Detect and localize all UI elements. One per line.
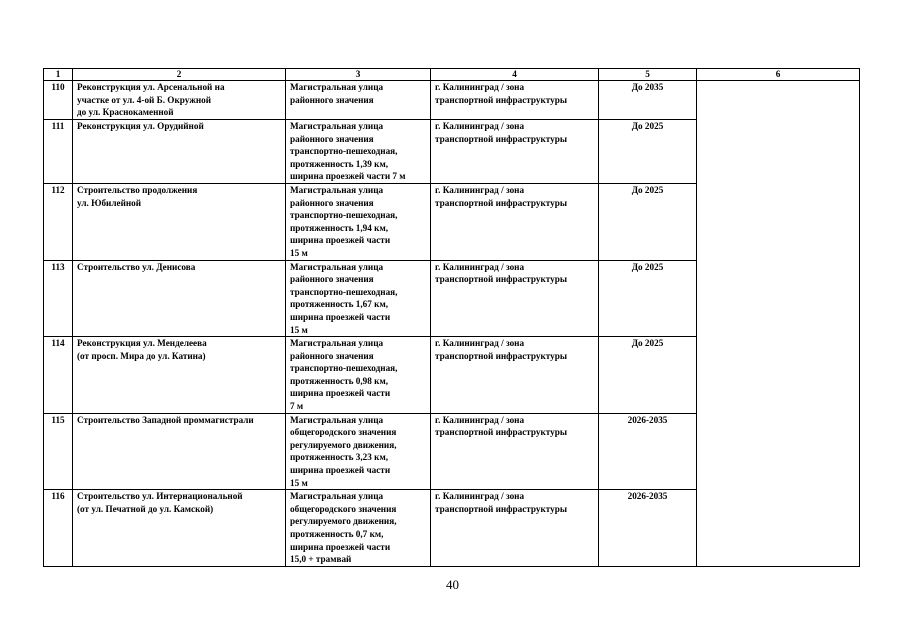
location: г. Калининград / зона транспортной инфраструктуры (431, 490, 599, 567)
table-body (44, 81, 860, 567)
location: г. Калининград / зона транспортной инфраструктуры (431, 81, 599, 120)
term: 2026-2035 (599, 490, 697, 567)
row-number: 115 (44, 413, 73, 490)
row-number: 116 (44, 490, 73, 567)
table-header (44, 69, 860, 81)
road-category: Магистральная улица районного значения транспортно-пешеходная, протяженность 0,98 км, ширина проезжей части 7 м (286, 337, 431, 414)
project-name: Строительство продолжения ул. Юбилейной (73, 183, 286, 260)
column-6-cell (697, 81, 860, 567)
column-header-2: 2 (73, 69, 286, 81)
row-number: 112 (44, 183, 73, 260)
column-header-1: 1 (44, 69, 73, 81)
column-header-3: 3 (286, 69, 431, 81)
term: 2026-2035 (599, 413, 697, 490)
project-name: Реконструкция ул. Менделеева (от просп. Мира до ул. Катина) (73, 337, 286, 414)
road-category: Магистральная улица районного значения транспортно-пешеходная, протяженность 1,94 км, ширина проезжей части 15 м (286, 183, 431, 260)
term: До 2025 (599, 337, 697, 414)
road-category: Магистральная улица общегородского значения регулируемого движения, протяженность 0,7 км, ширина проезжей части 15,0 + трамвай (286, 490, 431, 567)
row-number: 111 (44, 120, 73, 184)
projects-table (43, 68, 860, 567)
term: До 2025 (599, 260, 697, 337)
term: До 2025 (599, 183, 697, 260)
location: г. Калининград / зона транспортной инфраструктуры (431, 120, 599, 184)
road-category: Магистральная улица общегородского значения регулируемого движения, протяженность 3,23 км, ширина проезжей части 15 м (286, 413, 431, 490)
row-number: 110 (44, 81, 73, 120)
column-header-5: 5 (599, 69, 697, 81)
project-name: Строительство ул. Интернациональной (от ул. Печатной до ул. Камской) (73, 490, 286, 567)
location: г. Калининград / зона транспортной инфраструктуры (431, 183, 599, 260)
road-category: Магистральная улица районного значения (286, 81, 431, 120)
column-header-6: 6 (697, 69, 860, 81)
project-name: Строительство Западной проммагистрали (73, 413, 286, 490)
project-name: Реконструкция ул. Арсенальной на участке от ул. 4-ой Б. Окружной до ул. Краснокаменной (73, 81, 286, 120)
row-number: 114 (44, 337, 73, 414)
term: До 2035 (599, 81, 697, 120)
road-category: Магистральная улица районного значения транспортно-пешеходная, протяженность 1,39 км, ширина проезжей части 7 м (286, 120, 431, 184)
term: До 2025 (599, 120, 697, 184)
location: г. Калининград / зона транспортной инфраструктуры (431, 337, 599, 414)
table-row (44, 81, 860, 120)
header-row (44, 69, 860, 81)
road-category: Магистральная улица районного значения транспортно-пешеходная, протяженность 1,67 км, ширина проезжей части 15 м (286, 260, 431, 337)
project-name: Реконструкция ул. Орудийной (73, 120, 286, 184)
column-header-4: 4 (431, 69, 599, 81)
row-number: 113 (44, 260, 73, 337)
location: г. Калининград / зона транспортной инфраструктуры (431, 413, 599, 490)
location: г. Калининград / зона транспортной инфраструктуры (431, 260, 599, 337)
project-name: Строительство ул. Денисова (73, 260, 286, 337)
page-number: 40 (446, 577, 459, 592)
